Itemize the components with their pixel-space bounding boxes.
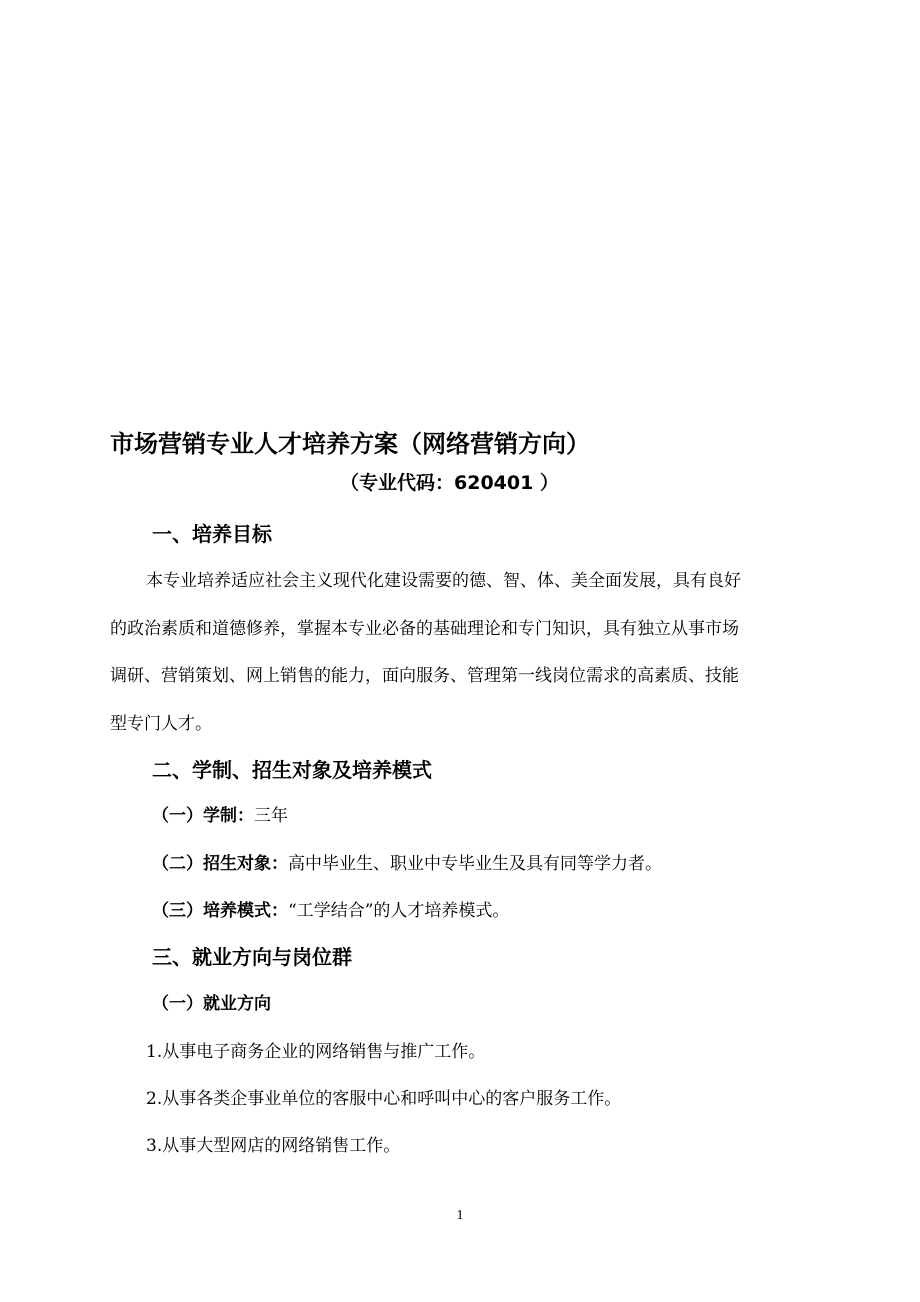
document-title: 市场营销专业人才培养方案（网络营销方向）: [110, 430, 590, 458]
item-text: 高中毕业生、职业中专毕业生及具有同等学力者。: [288, 854, 662, 874]
list-item: [152, 801, 288, 826]
section-heading-employment: 三、就业方向与岗位群: [152, 945, 352, 969]
list-item: 3.从事大型网店的网络销售工作。: [146, 1136, 401, 1156]
section-heading-objectives: 一、培养目标: [152, 522, 272, 546]
subheading-employment-direction: （一）就业方向: [152, 994, 271, 1014]
item-label: （二）招生对象：: [152, 854, 288, 874]
item-text: “工学结合”的人才培养模式。: [288, 901, 510, 921]
list-item: 2.从事各类企事业单位的客服中心和呼叫中心的客户服务工作。: [146, 1089, 622, 1109]
paragraph-line: 调研、营销策划、网上销售的能力，面向服务、管理第一线岗位需求的高素质、技能: [110, 666, 739, 686]
list-item: 1.从事电子商务企业的网络销售与推广工作。: [146, 1042, 486, 1062]
paragraph-line: 型专门人才。: [110, 714, 212, 734]
paragraph-line: 本专业培养适应社会主义现代化建设需要的德、智、体、美全面发展，具有良好: [146, 571, 741, 591]
item-label: （三）培养模式：: [152, 901, 288, 921]
section-heading-schooling: 二、学制、招生对象及培养模式: [152, 758, 432, 782]
paragraph-line: 的政治素质和道德修养，掌握本专业必备的基础理论和专门知识，具有独立从事市场: [110, 619, 739, 639]
item-label: （一）学制：: [152, 806, 254, 826]
major-code: （专业代码：620401 ）: [340, 472, 559, 494]
item-text: 三年: [254, 806, 288, 826]
list-item: [152, 849, 662, 874]
page-number: 1: [456, 1208, 464, 1223]
list-item: [152, 896, 509, 921]
